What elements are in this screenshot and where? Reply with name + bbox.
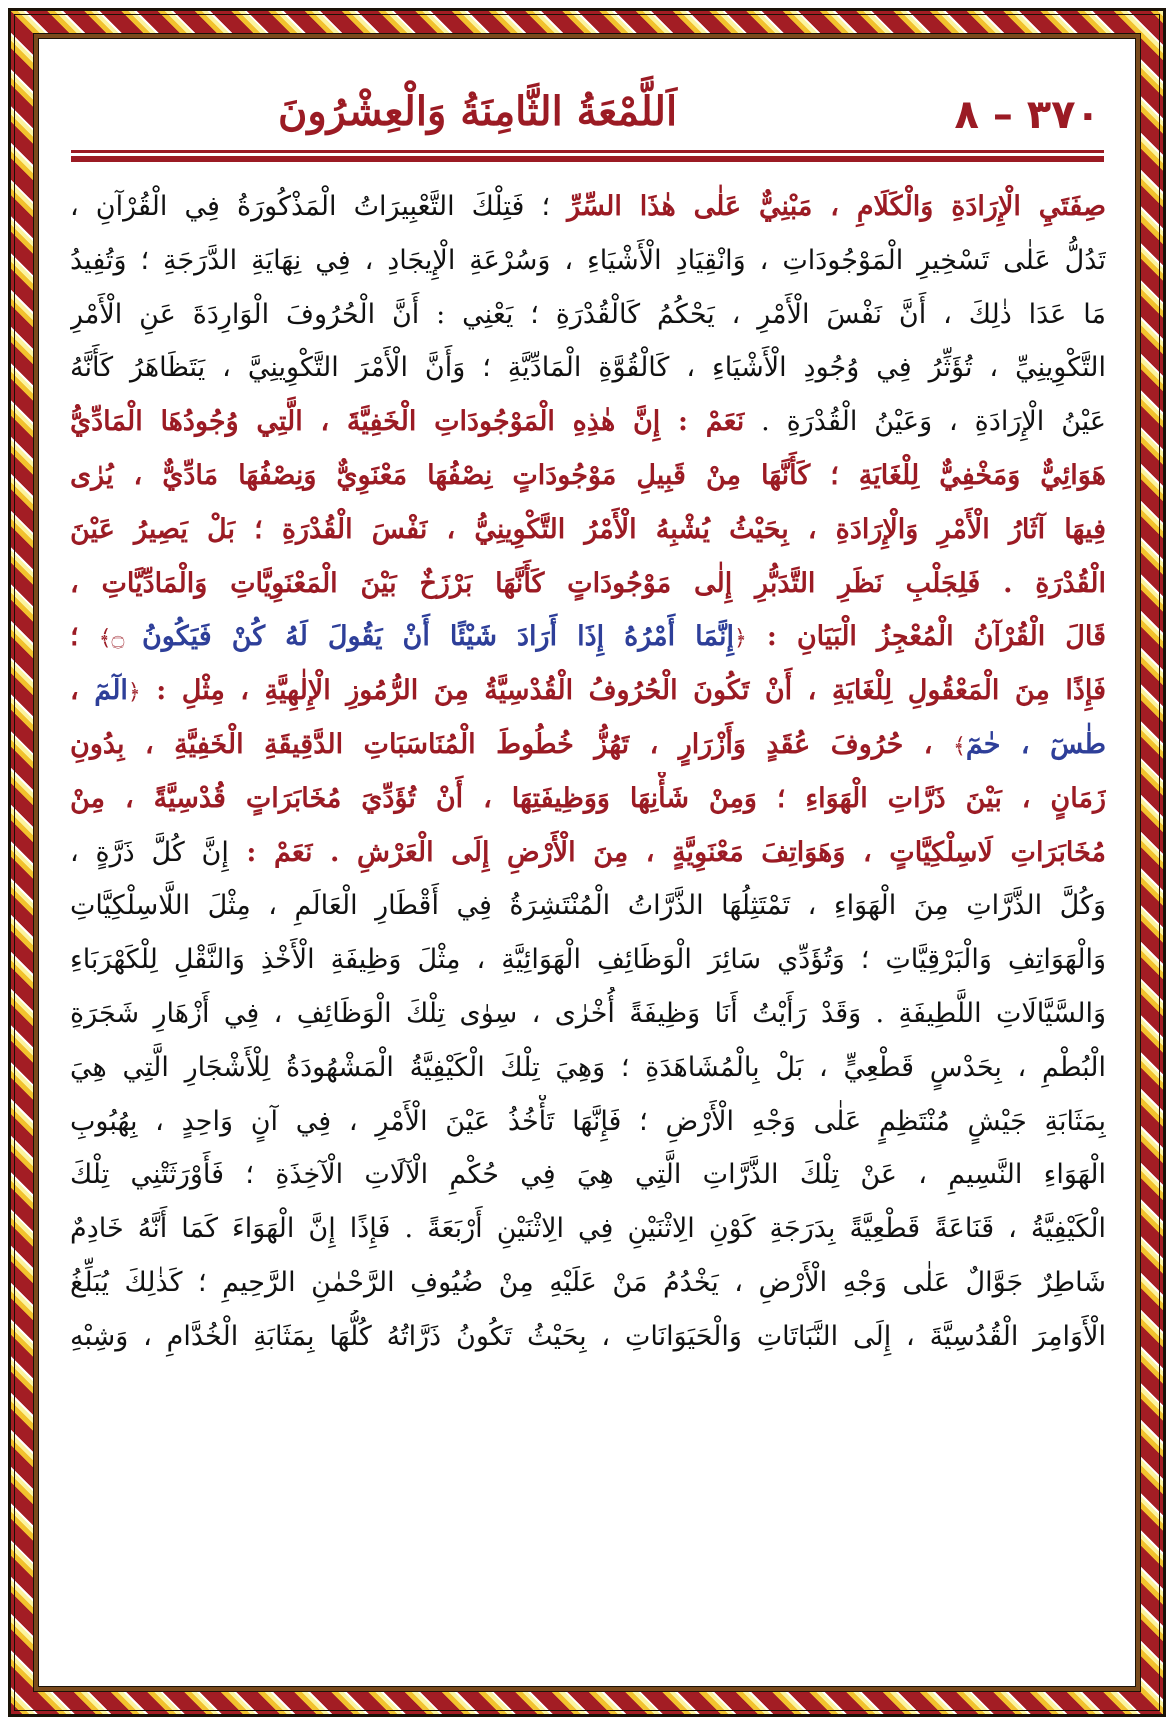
text-line <box>70 718 1106 772</box>
quran-bracket-ornament: ۝﴾ <box>98 626 142 652</box>
text-line <box>70 1041 1106 1095</box>
text-line <box>70 557 1106 611</box>
text-segment: شَاطِرٌ جَوَّالٌ عَلٰى وَجْهِ الْأَرْضِ ، يَخْدُمُ مَنْ عَلَيْهِ مِنْ ضُيُوفِ الرَّحْمٰنِ الرَّحِيمِ ؛ كَذٰلِكَ يُبَلِّغُ <box>70 1266 1106 1298</box>
highlighted-text: زَمَانٍ ، بَيْنَ ذَرَّاتِ الْهَوَاءِ ؛ وَمِنْ شَأْنِهَا وَوَظِيفَتِهَا ، أَنْ تُؤَدِّيَ مُخَابَرَاتٍ قُدْسِيَّةً ، مِنْ <box>70 782 1106 814</box>
highlighted-text: ، <box>70 675 95 707</box>
text-segment: وَالْهَوَاتِفِ وَالْبَرْقِيَّاتِ ؛ وَتُؤَدِّي سَائِرَ الْوَظَائِفِ الْهَوَائِيَّةِ ، مِثْلَ وَظِيفَةِ الْأَخْذِ وَالنَّقْلِ لِلْكَهْرَبَاءِ <box>70 944 1106 976</box>
text-segment: الْبُطْمِ ، بِحَدْسٍ قَطْعِيٍّ ، بَلْ بِالْمُشَاهَدَةِ ؛ وَهِيَ تِلْكَ الْكَيْفِيَّةُ الْمَشْهُودَةُ لِلْأَشْجَارِ الَّتِي هِيَ <box>70 1051 1106 1083</box>
header-rule-thick <box>71 156 1104 162</box>
text-segment: الْأَوَامِرَ الْقُدُسِيَّةَ ، إِلَى النَّبَاتَاتِ وَالْحَيَوَانَاتِ ، بِحَيْثُ تَكُونُ ذَرَّاتُهُ كُلُّهَا بِمَثَابَةِ الْخُدَّامِ ، وَشِبْهِ <box>70 1320 1106 1352</box>
text-segment: عَيْنُ الْإِرَادَةِ ، وَعَيْنُ الْقُدْرَةِ . <box>744 406 1106 438</box>
text-line <box>70 180 1106 234</box>
chapter-title: اَللَّمْعَةُ الثَّامِنَةُ وَالْعِشْرُونَ <box>277 88 678 135</box>
highlighted-text: مُخَابَرَاتِ لَاسِلْكِيَّاتٍ ، وَهَوَاتِفَ مَعْنَوِيَّةٍ ، مِنَ الْأَرْضِ إِلَى الْعَرْشِ . نَعَمْ : <box>228 836 1106 868</box>
highlighted-text: ، حُرُوفَ عُقَدٍ وَأَزْرَارٍ ، تَهُزُّ خُطُوطَ الْمُنَاسَبَاتِ الدَّقِيقَةِ الْخَفِيَّةِ ، بِدُونِ <box>70 728 953 760</box>
text-line <box>70 1148 1106 1202</box>
body-text <box>70 180 1106 1364</box>
highlighted-text: ؛ <box>70 621 99 653</box>
highlighted-text: فِيهَا آثَارُ الْأَمْرِ وَالْإِرَادَةِ ، بِحَيْثُ يُشْبِهُ الْأَمْرُ التَّكْوِينِيُّ ، نَفْسَ الْقُدْرَةِ ؛ بَلْ يَصِيرُ عَيْنَ <box>70 513 1106 545</box>
quran-bracket-ornament: ﴿ <box>127 680 141 706</box>
highlighted-text: الْقُدْرَةِ . فَلِجَلْبِ نَظَرِ التَّدَبُّرِ إِلٰى مَوْجُودَاتٍ كَأَنَّهَا بَرْزَخٌ بَيْنَ الْمَعْنَوِيَّاتِ وَالْمَادِّيَّاتِ ، <box>70 567 1106 599</box>
text-line <box>70 395 1106 449</box>
text-segment: مَا عَدَا ذٰلِكَ ، أَنَّ نَفْسَ الْأَمْرِ ، يَحْكُمُ كَالْقُدْرَةِ ؛ يَعْنِي : أَنَّ الْحُرُوفَ الْوَارِدَةَ عَنِ الْأَمْرِ <box>70 298 1106 330</box>
text-line <box>70 772 1106 826</box>
quran-verse-text: طٰسٓ ، حٰمٓ <box>965 728 1106 760</box>
quran-bracket-ornament: ﴾ <box>952 733 966 759</box>
text-line <box>70 234 1106 288</box>
page-header <box>71 80 1104 162</box>
text-line <box>70 933 1106 987</box>
highlighted-text: نَعَمْ : إِنَّ هٰذِهِ الْمَوْجُودَاتِ الْخَفِيَّةَ ، الَّتِي وُجُودُهَا الْمَادِّيُّ <box>70 406 745 438</box>
text-segment: الْكَيْفِيَّةُ ، قَنَاعَةً قَطْعِيَّةً بِدَرَجَةِ كَوْنِ الِاثْنَيْنِ فِي الِاثْنَيْنِ أَرْبَعَةً . فَإِذًا إِنَّ الْهَوَاءَ كَمَا أَنَّهُ خَادِمٌ <box>70 1213 1106 1245</box>
text-line <box>70 449 1106 503</box>
text-line <box>70 1202 1106 1256</box>
text-segment: إِنَّ كُلَّ ذَرَّةٍ ، <box>70 836 229 868</box>
text-segment: بِمَثَابَةِ جَيْشٍ مُنْتَظِمٍ عَلٰى وَجْهِ الْأَرْضِ ؛ فَإِنَّهَا تَأْخُذُ عَيْنَ الْأَمْرِ ، فِي آنٍ وَاحِدٍ ، بِهُبُوبِ <box>70 1105 1106 1137</box>
highlighted-text: هَوَائِيٌّ وَمَخْفِيٌّ لِلْغَايَةِ ؛ كَأَنَّهَا مِنْ قَبِيلِ مَوْجُودَاتٍ نِصْفُهَا مَعْنَوِيٌّ وَنِصْفُهَا مَادِّيٌّ ، يُرٰى <box>70 459 1106 491</box>
text-line <box>70 1256 1106 1310</box>
text-line <box>70 503 1106 557</box>
text-line <box>70 879 1106 933</box>
quran-bracket-ornament: ﴿ <box>734 626 747 652</box>
page-number: ٣٧٠ – ٨ <box>954 92 1100 138</box>
text-segment: التَّكْوِينِيِّ ، تُؤَثِّرُ فِي وُجُودِ الْأَشْيَاءِ ، كَالْقُوَّةِ الْمَادِّيَّةِ ؛ وَأَنَّ الْأَمْرَ التَّكْوِينِيَّ ، يَتَظَاهَرُ كَأَنَّهُ <box>70 352 1106 384</box>
text-segment: تَدُلُّ عَلٰى تَسْخِيرِ الْمَوْجُودَاتِ ، وَانْقِيَادِ الْأَشْيَاءِ ، وَسُرْعَةِ الْإِيجَادِ ، فِي نِهَايَةِ الدَّرَجَةِ ؛ وَتُفِيدُ <box>70 244 1106 276</box>
text-segment: وَكُلَّ الذَّرَّاتِ مِنَ الْهَوَاءِ ، تَمْتَثِلُهَا الذَّرَّاتُ الْمُنْتَشِرَةُ فِي أَقْطَارِ الْعَالَمِ ، مِثْلَ اللَّاسِلْكِيَّاتِ <box>70 890 1106 922</box>
text-segment: الْهَوَاءِ النَّسِيمِ ، عَنْ تِلْكَ الذَّرَّاتِ الَّتِي هِيَ فِي حُكْمِ الْآلَاتِ الْآخِذَةِ ؛ فَأَوْرَثَتْنِي تِلْكَ <box>70 1159 1106 1191</box>
header-rule-thin <box>71 150 1104 153</box>
highlighted-text: فَإِذًا مِنَ الْمَعْقُولِ لِلْغَايَةِ ، أَنْ تَكُونَ الْحُرُوفُ الْقُدْسِيَّةُ مِنَ الرُّمُوزِ الْإِلٰهِيَّةِ ، مِثْلِ : <box>140 675 1106 707</box>
text-segment: وَالسَّيَّالَاتِ اللَّطِيفَةِ . وَقَدْ رَأَيْتُ أَنَا وَظِيفَةً أُخْرٰى ، سِوٰى تِلْكَ الْوَظَائِفِ ، فِي أَزْهَارِ شَجَرَةِ <box>70 997 1106 1029</box>
quran-verse-text: الٓمٓ <box>94 675 128 707</box>
highlighted-text: صِفَتَيِ الْإِرَادَةِ وَالْكَلَامِ ، مَبْنِيٌّ عَلٰى هٰذَا السِّرِّ <box>567 191 1106 222</box>
text-line <box>70 987 1106 1041</box>
text-segment: ؛ فَتِلْكَ التَّعْبِيرَاتُ الْمَذْكُورَةُ فِي الْقُرْآنِ ، <box>70 191 568 222</box>
text-line <box>70 664 1106 718</box>
text-line <box>70 1310 1106 1364</box>
quran-verse-text: إِنَّمَا أَمْرُهُ إِذَا أَرَادَ شَيْئًا أَنْ يَقُولَ لَهُ كُنْ فَيَكُونُ <box>141 621 734 653</box>
text-line <box>70 610 1106 664</box>
text-line <box>70 288 1106 342</box>
text-line <box>70 826 1106 880</box>
highlighted-text: قَالَ الْقُرْآنُ الْمُعْجِزُ الْبَيَانِ : <box>746 621 1106 653</box>
text-line <box>70 1095 1106 1149</box>
text-line <box>70 341 1106 395</box>
